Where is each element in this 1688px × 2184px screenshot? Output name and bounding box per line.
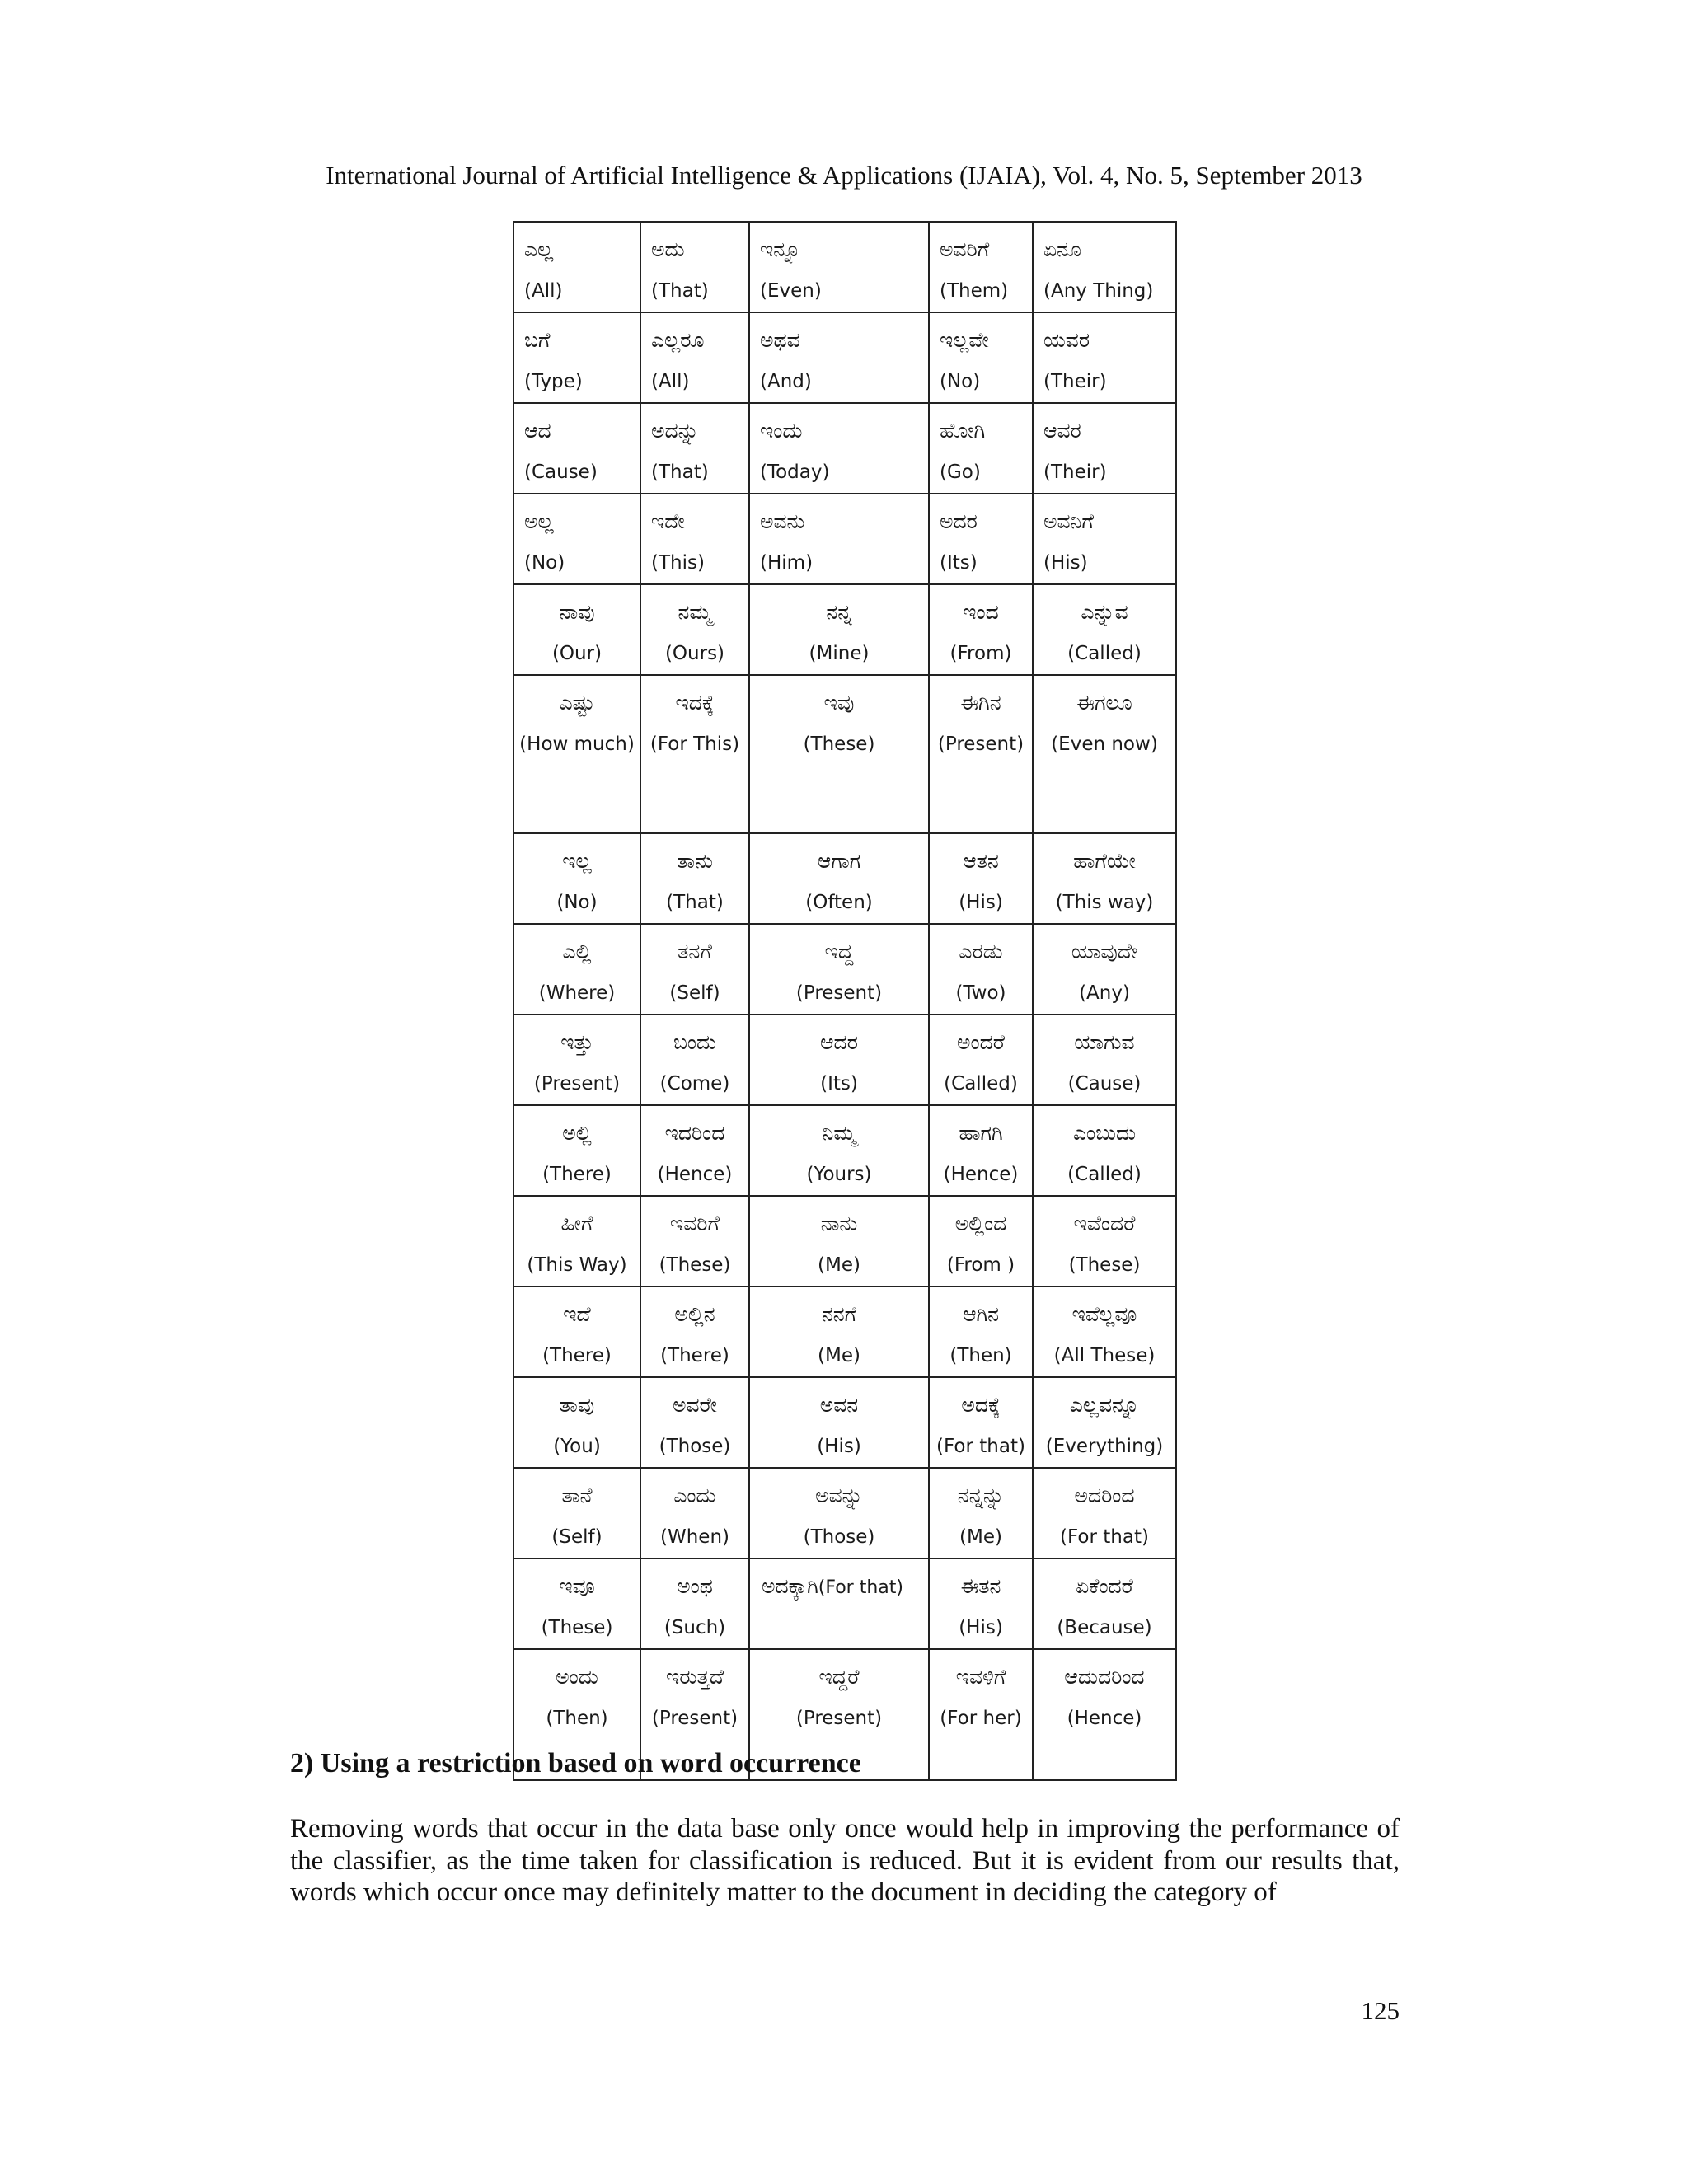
english-gloss: (For her) — [940, 1708, 1022, 1729]
english-gloss: (There) — [542, 1164, 612, 1185]
english-gloss: (Today) — [760, 462, 830, 483]
table-cell — [640, 1196, 749, 1286]
table-cell — [513, 1196, 640, 1286]
table-cell — [1033, 1558, 1176, 1649]
table-cell — [640, 1377, 749, 1468]
kannada-word: ಆಗಿನ — [962, 1302, 1000, 1326]
table-cell — [513, 1558, 640, 1649]
kannada-word: ಅಂದರೆ — [957, 1030, 1005, 1054]
english-gloss: (Self) — [669, 982, 720, 1004]
kannada-word: ಅವನಿಗೆ — [1043, 509, 1094, 533]
table-row — [513, 1377, 1176, 1468]
english-gloss: (Come) — [659, 1073, 730, 1094]
table-cell — [1033, 833, 1176, 924]
english-gloss: (For This) — [649, 733, 740, 755]
stopword-table-body — [513, 222, 1176, 1780]
table-cell — [513, 1015, 640, 1105]
table-cell — [1033, 1196, 1176, 1286]
kannada-word: ಅಂದು — [556, 1665, 598, 1689]
kannada-word: ಇನ್ನೂ — [760, 237, 801, 261]
english-gloss: (Its) — [940, 552, 978, 574]
english-gloss: (These) — [803, 733, 875, 755]
table-cell — [640, 1558, 749, 1649]
table-cell — [640, 312, 749, 403]
english-gloss: (Such) — [663, 1617, 726, 1638]
kannada-word: ಬಂದು — [673, 1030, 717, 1054]
english-gloss: (Then) — [546, 1708, 608, 1729]
english-gloss: (For that) — [1060, 1526, 1149, 1548]
english-gloss: (Called) — [944, 1073, 1018, 1094]
table-row — [513, 312, 1176, 403]
kannada-word: ಇದ್ದ — [824, 940, 854, 963]
english-gloss: (Those) — [659, 1436, 731, 1457]
table-cell — [929, 675, 1033, 833]
kannada-word: ಆದುದರಿಂದ — [1064, 1665, 1145, 1689]
english-gloss: (No) — [524, 552, 565, 574]
kannada-word: ಹಾಗಗಿ — [959, 1121, 1003, 1145]
table-cell — [749, 1196, 929, 1286]
english-gloss: (His) — [959, 892, 1003, 913]
table-cell — [749, 1286, 929, 1377]
english-gloss: (His) — [817, 1436, 861, 1457]
kannada-word: ಇವೆಂದರೆ — [1073, 1212, 1136, 1235]
english-gloss: (Type) — [524, 371, 583, 392]
table-row — [513, 403, 1176, 494]
table-cell — [1033, 1649, 1176, 1780]
kannada-word: ಇದೇ — [651, 509, 685, 533]
kannada-word: ನಾವು — [559, 600, 595, 624]
kannada-word: ಎಂಬುದು — [1072, 1121, 1137, 1145]
english-gloss: (Their) — [1043, 462, 1107, 483]
table-cell — [640, 222, 749, 312]
kannada-word: ಎಷ್ಟು — [559, 691, 595, 715]
english-gloss: (Mine) — [809, 643, 870, 664]
english-gloss: (Where) — [538, 982, 616, 1004]
kannada-word: ತನಗೆ — [678, 940, 712, 963]
english-gloss: (Present) — [795, 982, 883, 1004]
kannada-word: ನಮ್ಮ — [678, 600, 712, 624]
english-gloss: (Our) — [551, 643, 603, 664]
english-gloss: (Cause) — [1067, 1073, 1142, 1094]
table-cell — [749, 833, 929, 924]
english-gloss: (These) — [659, 1254, 731, 1276]
kannada-word: ಏಕೆಂದರೆ — [1076, 1574, 1133, 1598]
table-cell — [929, 222, 1033, 312]
kannada-word: ಅದನ್ನು — [651, 419, 699, 443]
kannada-word: ನನ್ನನ್ನು — [957, 1483, 1005, 1507]
table-cell — [1033, 1377, 1176, 1468]
english-gloss: (His) — [1043, 552, 1088, 574]
kannada-word: ತಾನೆ — [561, 1483, 593, 1507]
kannada-word: ಅವನು — [760, 509, 805, 533]
english-gloss: (For that) — [936, 1436, 1025, 1457]
english-gloss: (How much) — [519, 733, 635, 755]
english-gloss: (Present) — [533, 1073, 621, 1094]
english-gloss: (Everything) — [1045, 1436, 1164, 1457]
table-row — [513, 1286, 1176, 1377]
english-gloss: (No) — [940, 371, 981, 392]
kannada-word: ಆಗಾಗ — [817, 849, 861, 873]
english-gloss: (Any Thing) — [1043, 280, 1154, 302]
table-cell — [1033, 494, 1176, 584]
kannada-word: ಇತ್ತು — [560, 1030, 593, 1054]
kannada-word: ಅಲ್ಲಿಂದ — [954, 1212, 1007, 1235]
kannada-word: ಅಲ್ಲಿ — [562, 1121, 592, 1145]
kannada-word: ಎಲ್ಲಿ — [562, 940, 592, 963]
english-gloss: (No) — [556, 892, 598, 913]
english-gloss: (Yours) — [806, 1164, 872, 1185]
table-cell — [749, 1015, 929, 1105]
english-gloss: (For that) — [818, 1577, 903, 1598]
table-cell — [1033, 924, 1176, 1015]
english-gloss: (Them) — [940, 280, 1009, 302]
page-number: 125 — [1361, 1996, 1400, 2025]
kannada-word: ಎರಡು — [959, 940, 1003, 963]
table-cell — [929, 584, 1033, 675]
table-cell — [929, 1196, 1033, 1286]
table-cell — [640, 1286, 749, 1377]
table-cell — [640, 1105, 749, 1196]
kannada-word: ತಾವು — [559, 1393, 595, 1417]
english-gloss: (Him) — [760, 552, 814, 574]
kannada-word: ಇದಕ್ಕೆ — [675, 691, 715, 715]
english-gloss: (Self) — [551, 1526, 603, 1548]
table-row — [513, 1105, 1176, 1196]
table-cell — [929, 1558, 1033, 1649]
kannada-word: ಅಂಥ — [677, 1574, 713, 1598]
kannada-word: ಯವರ — [1043, 328, 1090, 352]
table-cell — [1033, 1286, 1176, 1377]
english-gloss: (Me) — [818, 1345, 860, 1366]
english-gloss: (Present) — [937, 733, 1025, 755]
english-gloss: (Their) — [1043, 371, 1107, 392]
english-gloss: (Even now) — [1051, 733, 1158, 755]
table-cell — [929, 1105, 1033, 1196]
table-cell — [513, 494, 640, 584]
table-cell — [640, 1468, 749, 1558]
kannada-word: ಆವರ — [1043, 419, 1081, 443]
english-gloss: (Hence) — [943, 1164, 1019, 1185]
english-gloss: (You) — [553, 1436, 601, 1457]
kannada-word: ಇವು — [823, 691, 855, 715]
kannada-word: ಎಲ್ಲ — [524, 237, 554, 261]
kannada-word: ಅದರ — [940, 509, 978, 533]
english-gloss: (Hence) — [1067, 1708, 1142, 1729]
english-gloss: (Me) — [818, 1254, 860, 1276]
kannada-word: ಇದ್ದರೆ — [818, 1665, 860, 1689]
kannada-word: ನಾನು — [820, 1212, 858, 1235]
table-cell — [513, 833, 640, 924]
kannada-word: ಅವನ್ನು — [815, 1483, 863, 1507]
table-row — [513, 584, 1176, 675]
english-gloss: (This way) — [1055, 892, 1154, 913]
table-cell — [929, 403, 1033, 494]
table-cell — [640, 584, 749, 675]
table-cell — [1033, 1105, 1176, 1196]
table-cell — [513, 1105, 640, 1196]
table-cell — [640, 494, 749, 584]
table-cell — [1033, 222, 1176, 312]
running-header: International Journal of Artificial Intelligence & Applications (IJAIA), Vol. 4, No. 5, September 2013 — [326, 161, 1362, 190]
table-cell — [640, 675, 749, 833]
english-gloss: (Me) — [959, 1526, 1002, 1548]
english-gloss: (These) — [541, 1617, 613, 1638]
english-gloss: (All These) — [1053, 1345, 1156, 1366]
english-gloss: (All) — [651, 371, 690, 392]
kannada-word: ಇವರಿಗೆ — [669, 1212, 720, 1235]
table-cell — [1033, 1468, 1176, 1558]
english-gloss: (This) — [651, 552, 705, 574]
stopword-table — [513, 221, 1177, 1781]
kannada-word: ಅದಕ್ಕೆ — [961, 1393, 1001, 1417]
kannada-word: ಇದರಿಂದ — [664, 1121, 725, 1145]
table-cell — [513, 584, 640, 675]
table-cell — [513, 924, 640, 1015]
table-cell — [749, 222, 929, 312]
kannada-word: ಇಲ್ಲ — [562, 849, 592, 873]
table-row — [513, 1015, 1176, 1105]
table-cell — [929, 312, 1033, 403]
kannada-word: ಎಂದು — [673, 1483, 716, 1507]
table-cell — [513, 675, 640, 833]
table-cell — [513, 1468, 640, 1558]
table-row — [513, 924, 1176, 1015]
kannada-word: ತಾನು — [677, 849, 713, 873]
kannada-word: ಅದಕ್ಕಾಗಿ — [762, 1574, 818, 1598]
kannada-word: ಹೋಗಿ — [940, 419, 986, 443]
english-gloss: (When) — [660, 1526, 729, 1548]
english-gloss: (These) — [1068, 1254, 1141, 1276]
kannada-word: ಏನೂ — [1043, 237, 1081, 261]
kannada-word: ನಿಮ್ಮ — [822, 1121, 856, 1145]
kannada-word: ಇದೆ — [563, 1302, 591, 1326]
english-gloss: (There) — [542, 1345, 612, 1366]
table-cell — [513, 222, 640, 312]
english-gloss: (His) — [959, 1617, 1003, 1638]
kannada-word: ಆದ — [524, 419, 551, 443]
table-cell — [929, 1377, 1033, 1468]
english-gloss: (Hence) — [657, 1164, 733, 1185]
table-cell — [640, 833, 749, 924]
table-cell — [929, 833, 1033, 924]
body-paragraph: Removing words that occur in the data base only once would help in improving the performance of the classifier, as the time taken for classification is reduced. But it is evident from our results that, words which occur once may definitely matter to the document in deciding the category of — [290, 1814, 1400, 1907]
english-gloss: (Any) — [1079, 982, 1130, 1004]
table-row — [513, 675, 1176, 833]
kannada-word: ನನ್ನ — [826, 600, 852, 624]
table-cell — [929, 1015, 1033, 1105]
kannada-word: ನನಗೆ — [821, 1302, 857, 1326]
english-gloss: (This Way) — [527, 1254, 627, 1276]
english-gloss: (Two) — [955, 982, 1006, 1004]
english-gloss: (Present) — [795, 1708, 883, 1729]
kannada-word: ಎಲ್ಲವನ್ನೂ — [1069, 1393, 1140, 1417]
kannada-word: ಬಗೆ — [524, 328, 551, 352]
kannada-word: ಅದರಿಂದ — [1074, 1483, 1135, 1507]
table-cell — [929, 924, 1033, 1015]
english-gloss: (Called) — [1067, 643, 1142, 664]
english-gloss: (That) — [666, 892, 724, 913]
table-cell — [929, 1649, 1033, 1780]
table-cell — [1033, 403, 1176, 494]
table-cell — [513, 1377, 640, 1468]
english-gloss: (Go) — [940, 462, 981, 483]
kannada-word: ಇವೂ — [559, 1574, 595, 1598]
kannada-word: ಅಲ್ಲಿನ — [674, 1302, 715, 1326]
table-cell — [749, 403, 929, 494]
table-row — [513, 222, 1176, 312]
kannada-word: ಈಗಿನ — [960, 691, 1001, 715]
kannada-word: ಆದರ — [820, 1030, 858, 1054]
table-row — [513, 1558, 1176, 1649]
table-cell — [1033, 675, 1176, 833]
kannada-word: ಇಂದ — [963, 600, 999, 624]
kannada-word: ಹೀಗೆ — [560, 1212, 593, 1235]
kannada-word: ಯಾಗುವ — [1074, 1030, 1135, 1054]
table-cell — [1033, 1015, 1176, 1105]
kannada-word: ಅಥವ — [760, 328, 800, 352]
english-gloss: (From ) — [946, 1254, 1015, 1276]
kannada-word: ಇರುತ್ತದೆ — [666, 1665, 724, 1689]
kannada-word: ಎನ್ನುವ — [1081, 600, 1128, 624]
table-cell — [749, 1468, 929, 1558]
table-row — [513, 1196, 1176, 1286]
kannada-word: ಇವಳಿಗೆ — [955, 1665, 1006, 1689]
table-cell — [749, 494, 929, 584]
english-gloss: (There) — [660, 1345, 729, 1366]
kannada-word: ಅದು — [651, 237, 685, 261]
table-cell — [749, 584, 929, 675]
table-cell — [749, 924, 929, 1015]
english-gloss: (And) — [760, 371, 812, 392]
kannada-word: ಈತನ — [960, 1574, 1001, 1598]
english-gloss: (Then) — [950, 1345, 1012, 1366]
english-gloss: (That) — [651, 280, 709, 302]
table-cell — [929, 1468, 1033, 1558]
kannada-word: ಇಂದು — [760, 419, 803, 443]
english-gloss: (Its) — [820, 1073, 858, 1094]
table-cell — [513, 312, 640, 403]
table-row — [513, 494, 1176, 584]
table-cell — [1033, 312, 1176, 403]
kannada-word: ಅವನ — [819, 1393, 859, 1417]
table-row — [513, 1468, 1176, 1558]
kannada-word: ಈಗಲೂ — [1076, 691, 1132, 715]
english-gloss: (Cause) — [524, 462, 598, 483]
kannada-word: ಅವರಿಗೆ — [940, 237, 990, 261]
kannada-word: ಹಾಗೆಯೇ — [1073, 849, 1136, 873]
table-cell — [513, 403, 640, 494]
table-cell — [749, 1105, 929, 1196]
table-cell — [640, 403, 749, 494]
english-gloss: (That) — [651, 462, 709, 483]
english-gloss: (Ours) — [664, 643, 725, 664]
english-gloss: (Called) — [1067, 1164, 1142, 1185]
table-cell — [749, 1558, 929, 1649]
table-row — [513, 833, 1176, 924]
english-gloss: (Present) — [651, 1708, 738, 1729]
kannada-word: ಅಲ್ಲ — [524, 509, 554, 533]
english-gloss: (Even) — [760, 280, 822, 302]
english-gloss: (All) — [524, 280, 563, 302]
english-gloss: (Because) — [1057, 1617, 1152, 1638]
kannada-word: ಎಲ್ಲರೂ — [651, 328, 705, 352]
table-cell — [640, 924, 749, 1015]
table-cell — [1033, 584, 1176, 675]
kannada-word: ಇಲ್ಲವೇ — [940, 328, 989, 352]
english-gloss: (Often) — [805, 892, 873, 913]
table-cell — [513, 1286, 640, 1377]
section-heading: 2) Using a restriction based on word occurrence — [290, 1748, 861, 1779]
english-gloss: (From) — [950, 643, 1012, 664]
table-cell — [749, 1377, 929, 1468]
table-cell — [640, 1015, 749, 1105]
table-cell — [749, 312, 929, 403]
kannada-word: ಯಾವುದೇ — [1071, 940, 1138, 963]
kannada-word: ಅವರೇ — [673, 1393, 717, 1417]
table-cell — [929, 1286, 1033, 1377]
kannada-word: ಇವೆಲ್ಲವೂ — [1071, 1302, 1137, 1326]
table-cell — [749, 675, 929, 833]
table-cell — [929, 494, 1033, 584]
english-gloss: (Those) — [803, 1526, 875, 1548]
kannada-word: ಆತನ — [963, 849, 999, 873]
